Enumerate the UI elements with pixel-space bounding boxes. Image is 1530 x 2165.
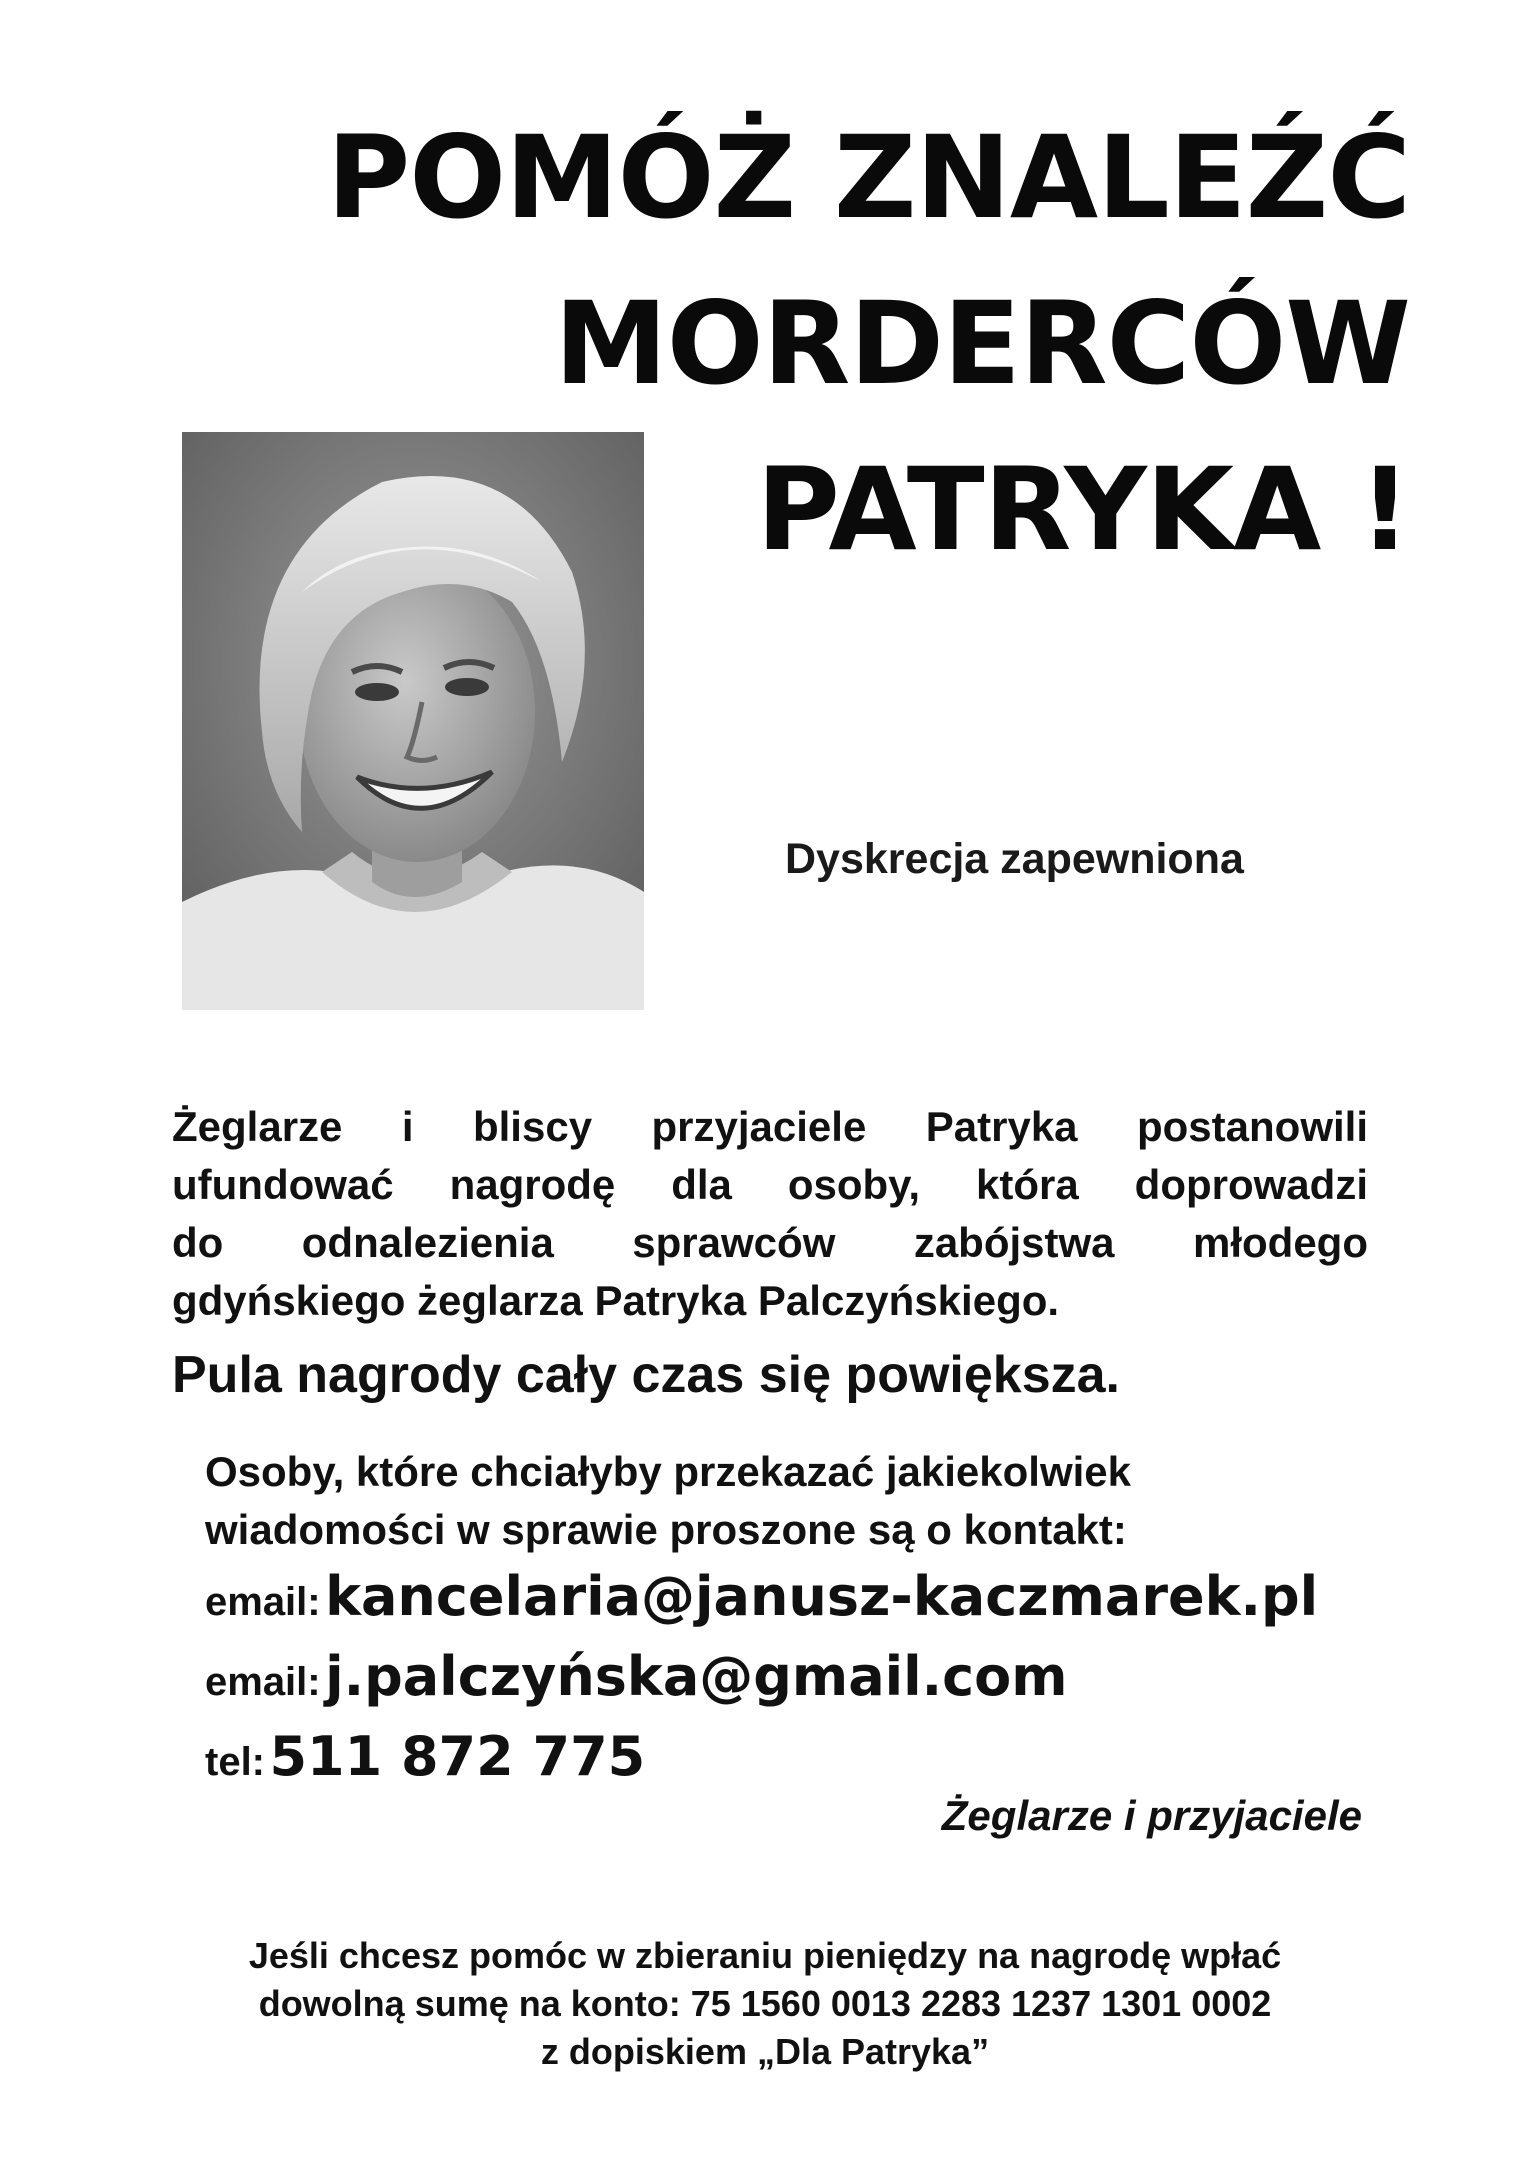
contact-intro-line-1: Osoby, które chciałyby przekazać jakiekolwiek — [205, 1448, 1132, 1495]
contact-intro — [205, 1443, 1345, 1559]
contact-email-link[interactable]: kancelaria@janusz-kaczmarek.pl — [325, 1565, 1319, 1628]
intro-line-3: do odnalezienia sprawców zabójstwa młodego — [172, 1219, 1368, 1266]
reward-note: Pula nagrody cały czas się powiększa. — [172, 1346, 1120, 1404]
portrait-photo-icon — [182, 432, 644, 1010]
contact-email-link[interactable]: j.palczyńska@gmail.com — [325, 1645, 1068, 1708]
contact-label: email: — [205, 1660, 321, 1704]
contact-label: tel: — [205, 1740, 265, 1784]
portrait-photo — [182, 432, 644, 1010]
contact-phone-number[interactable]: 511 872 775 — [269, 1725, 646, 1788]
contact-email-2 — [205, 1645, 1068, 1708]
signature: Żeglarze i przyjaciele — [941, 1792, 1362, 1839]
contact-phone — [205, 1725, 645, 1788]
bank-line-2: dowolną sumę na konto: 75 1560 0013 2283 1237 1301 0002 — [258, 1983, 1272, 2024]
headline-line-1: POMÓŻ ZNALEŹĆ — [326, 111, 1410, 244]
headline-line-2: MORDERCÓW — [554, 277, 1410, 410]
contact-email-1 — [205, 1565, 1318, 1628]
bank-info — [60, 1932, 1470, 2076]
discretion-note: Dyskrecja zapewniona — [785, 835, 1244, 883]
bank-line-1: Jeśli chcesz pomóc w zbieraniu pieniędzy na nagrodę wpłać — [248, 1935, 1282, 1976]
contact-label: email: — [205, 1580, 321, 1624]
intro-line-4: gdyńskiego żeglarza Patryka Palczyńskiego. — [172, 1277, 1060, 1324]
headline-line-3: PATRYKA ! — [756, 443, 1410, 576]
intro-line-1: Żeglarze i bliscy przyjaciele Patryka postanowili — [172, 1103, 1368, 1150]
intro-line-2: ufundować nagrodę dla osoby, która doprowadzi — [172, 1161, 1368, 1208]
intro-paragraph — [172, 1098, 1368, 1330]
contact-intro-line-2: wiadomości w sprawie proszone są o kontakt: — [205, 1506, 1127, 1553]
bank-line-3: z dopiskiem „Dla Patryka” — [540, 2031, 990, 2072]
